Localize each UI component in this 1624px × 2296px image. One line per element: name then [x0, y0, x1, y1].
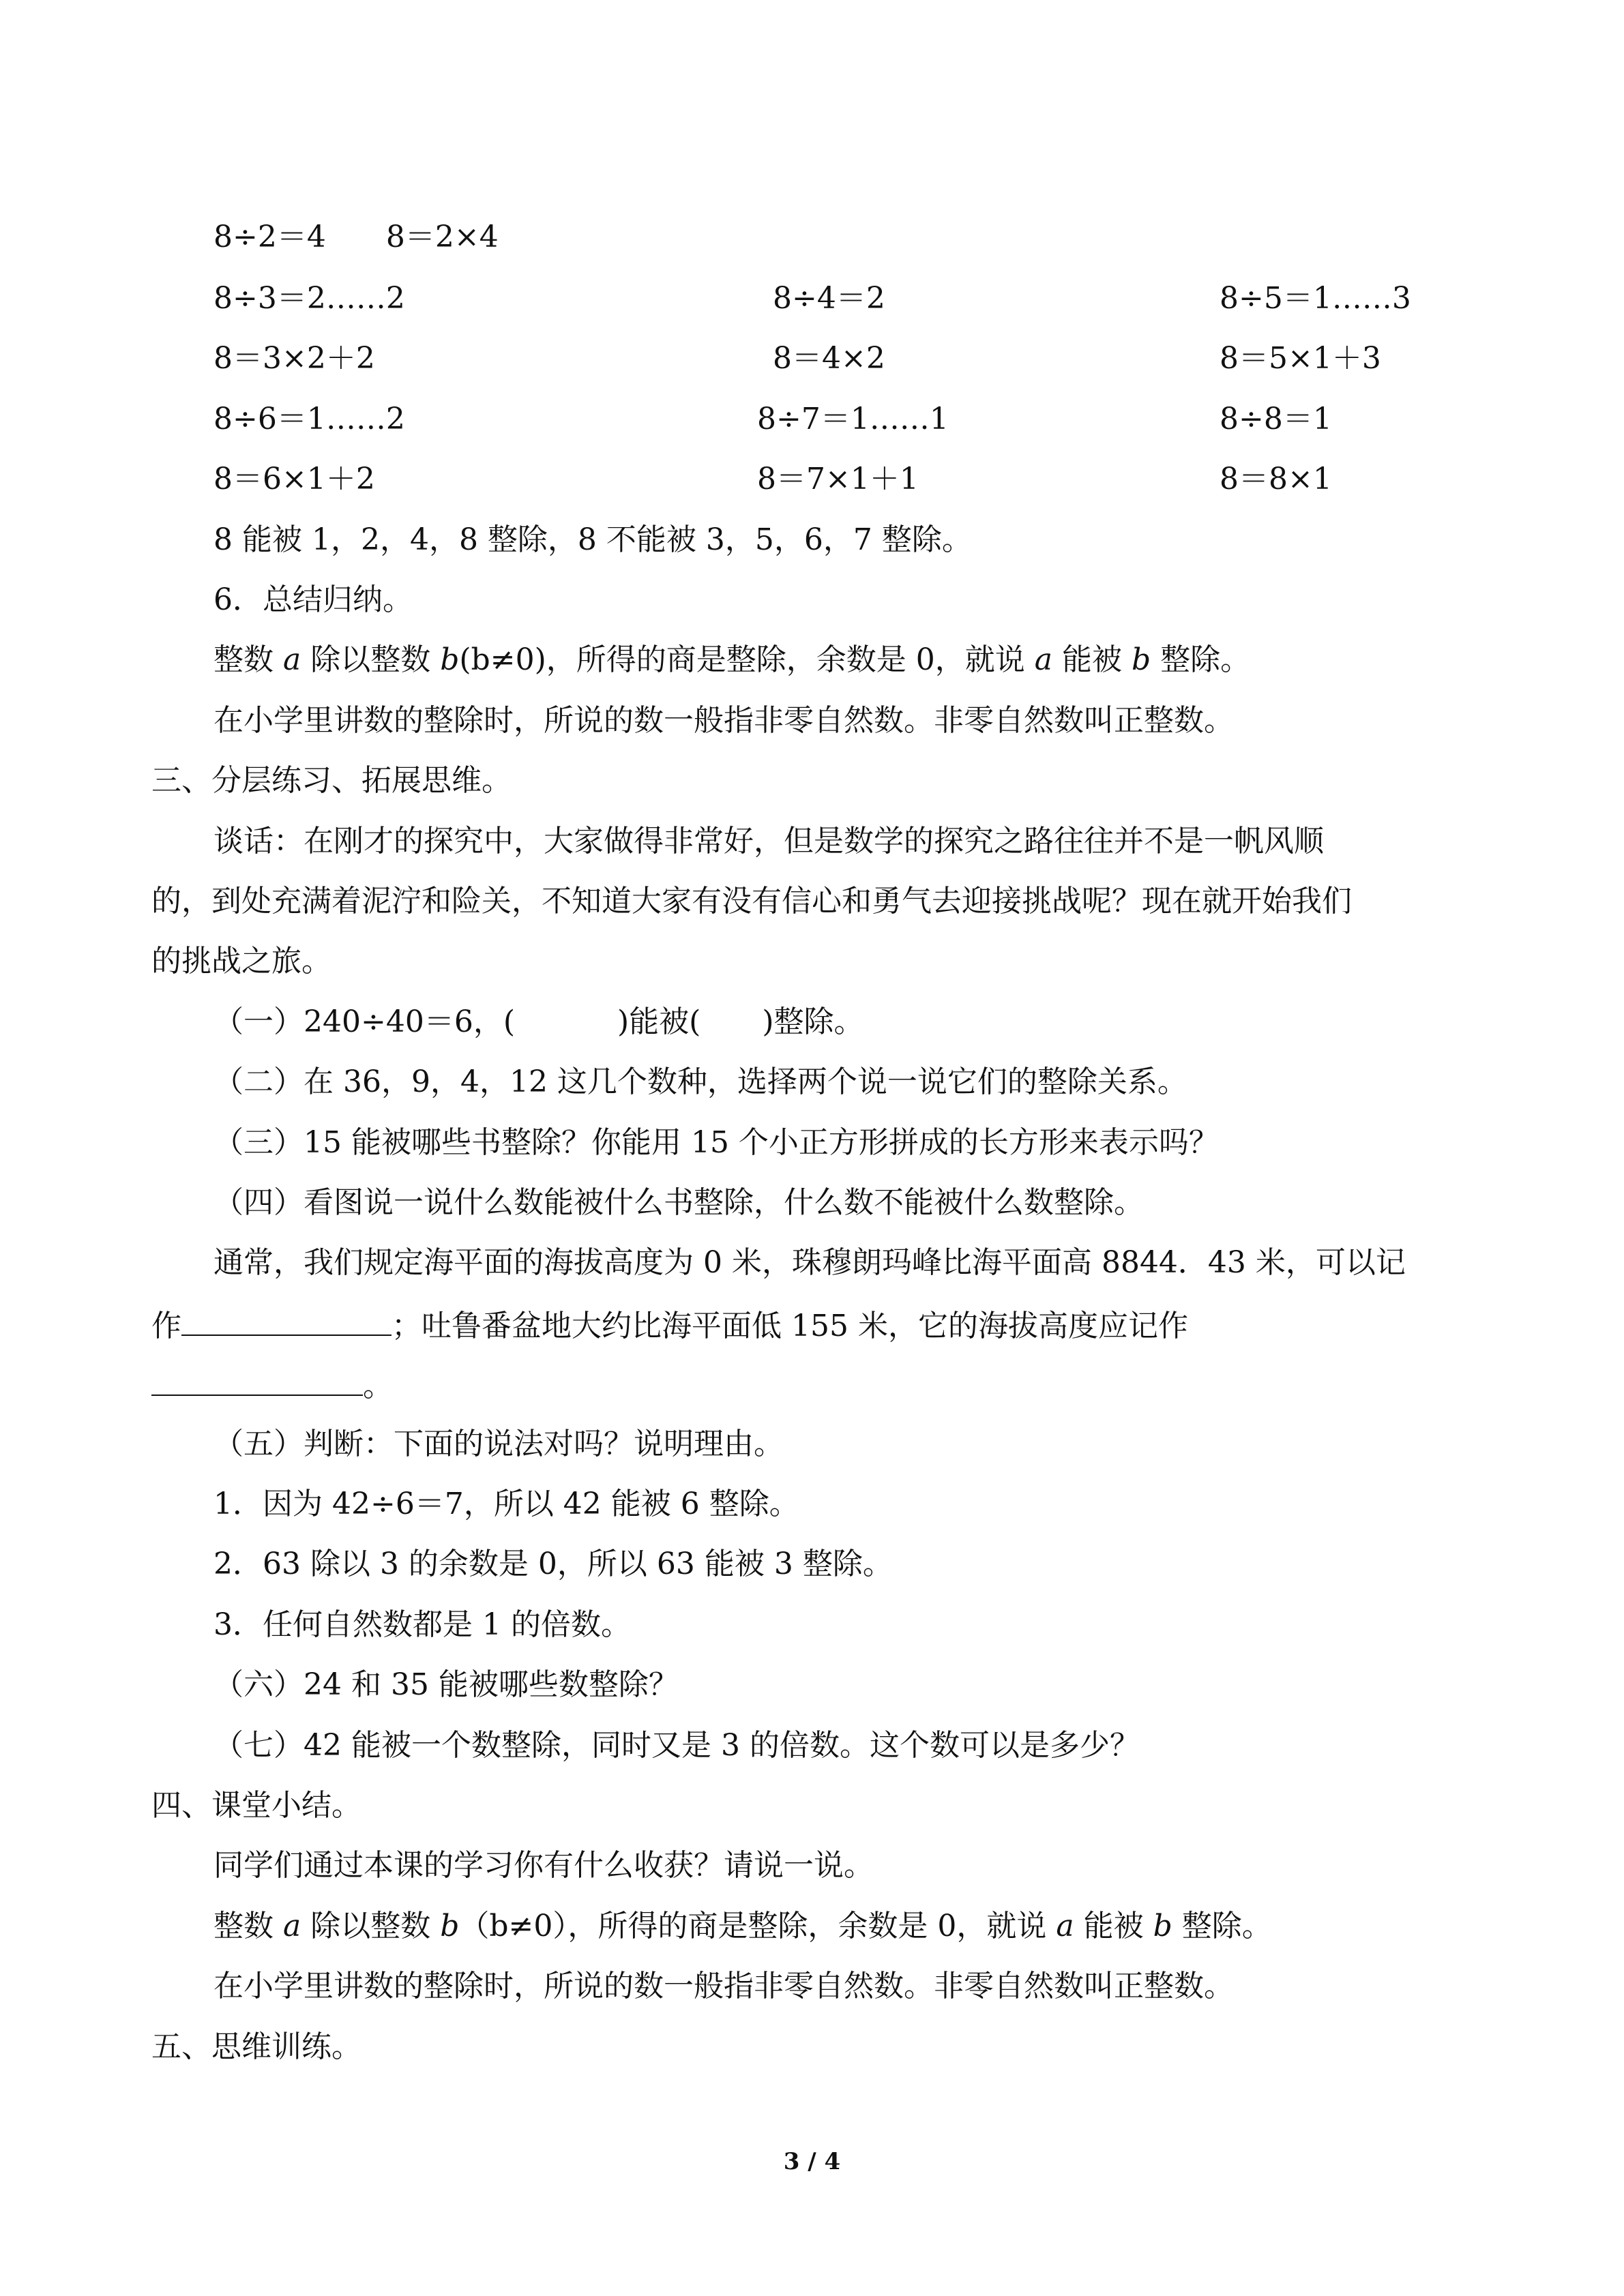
- sea-level-line-1: 通常，我们规定海平面的海拔高度为 0 米，珠穆朗玛峰比海平面高 8844．43 米，可以记: [213, 1245, 1406, 1280]
- natural-number-note-2: 在小学里讲数的整除时，所说的数一般指非零自然数。非零自然数叫正整数。: [213, 1969, 1234, 2003]
- judge-2: 2．63 除以 3 的余数是 0，所以 63 能被 3 整除。: [213, 1547, 893, 1581]
- talk-line-3: 的挑战之旅。: [151, 944, 331, 979]
- exercise-2: （二）在 36，9，4，12 这几个数种，选择两个说一说它们的整除关系。: [213, 1064, 1187, 1099]
- summary-heading: 6．总结归纳。: [213, 582, 413, 617]
- section-5-heading: 五、思维训练。: [151, 2029, 361, 2064]
- calc-r4-c2: 8＝8×1: [1220, 462, 1332, 496]
- exercise-7: （七）42 能被一个数整除，同时又是 3 的倍数。这个数可以是多少？: [213, 1728, 1140, 1763]
- exercise-3: （三）15 能被哪些书整除？你能用 15 个小正方形拼成的长方形来表示吗？: [213, 1125, 1219, 1160]
- calc-r4-c0: 8＝6×1＋2: [213, 462, 375, 496]
- calc-r3-c0: 8÷6＝1……2: [213, 402, 405, 436]
- definition-1: 整数 a 除以整数 b(b≠0)，所得的商是整除，余数是 0，就说 a 能被 b 整除。: [213, 642, 1251, 677]
- calc-r1-c0: 8÷3＝2……2: [213, 281, 405, 316]
- judge-3: 3．任何自然数都是 1 的倍数。: [213, 1607, 631, 1642]
- sea-level-line-2: 作 ；吐鲁番盆地大约比海平面低 155 米，它的海拔高度应记作: [151, 1303, 1188, 1347]
- calc-r2-c2: 8＝5×1＋3: [1220, 341, 1381, 376]
- calc-r3-c2: 8÷8＝1: [1220, 402, 1332, 436]
- calc-r1-c1: 8÷4＝2: [773, 281, 885, 316]
- divisible-8-statement: 8 能被 1，2，4，8 整除，8 不能被 3，5，6，7 整除。: [213, 522, 972, 557]
- judge-1: 1．因为 42÷6＝7，所以 42 能被 6 整除。: [213, 1487, 799, 1521]
- answer-blank-2[interactable]: [151, 1363, 363, 1396]
- calc-r2-c0: 8＝3×2＋2: [213, 341, 375, 376]
- section-3-heading: 三、分层练习、拓展思维。: [151, 763, 512, 798]
- definition-2: 整数 a 除以整数 b（b≠0），所得的商是整除，余数是 0，就说 a 能被 b 整除。: [213, 1909, 1272, 1943]
- harvest-prompt: 同学们通过本课的学习你有什么收获？请说一说。: [213, 1848, 874, 1883]
- sea-level-line-3: 。: [151, 1363, 393, 1407]
- calc-r3-c1: 8÷7＝1……1: [757, 402, 949, 436]
- natural-number-note-1: 在小学里讲数的整除时，所说的数一般指非零自然数。非零自然数叫正整数。: [213, 703, 1234, 738]
- exercise-4: （四）看图说一说什么数能被什么书整除，什么数不能被什么数整除。: [213, 1185, 1144, 1220]
- answer-blank-1[interactable]: [181, 1303, 392, 1336]
- exercise-6: （六）24 和 35 能被哪些数整除？: [213, 1667, 679, 1702]
- exercise-1: （一）240÷40＝6，( )能被( )整除。: [213, 1004, 864, 1039]
- calc-r2-c1: 8＝4×2: [773, 341, 885, 376]
- talk-line-1: 谈话：在刚才的探究中，大家做得非常好，但是数学的探究之路往往并不是一帆风顺: [213, 824, 1324, 859]
- exercise-5: （五）判断：下面的说法对吗？说明理由。: [213, 1427, 784, 1461]
- calc-r4-c1: 8＝7×1＋1: [757, 462, 919, 496]
- section-4-heading: 四、课堂小结。: [151, 1788, 361, 1823]
- page-number: 3 / 4: [783, 2148, 841, 2175]
- talk-line-2: 的，到处充满着泥泞和险关，不知道大家有没有信心和勇气去迎接挑战呢？现在就开始我们: [151, 884, 1352, 919]
- calc-r1-c2: 8÷5＝1……3: [1220, 281, 1411, 316]
- calc-r0-c0: 8÷2＝4 8＝2×4: [213, 220, 499, 254]
